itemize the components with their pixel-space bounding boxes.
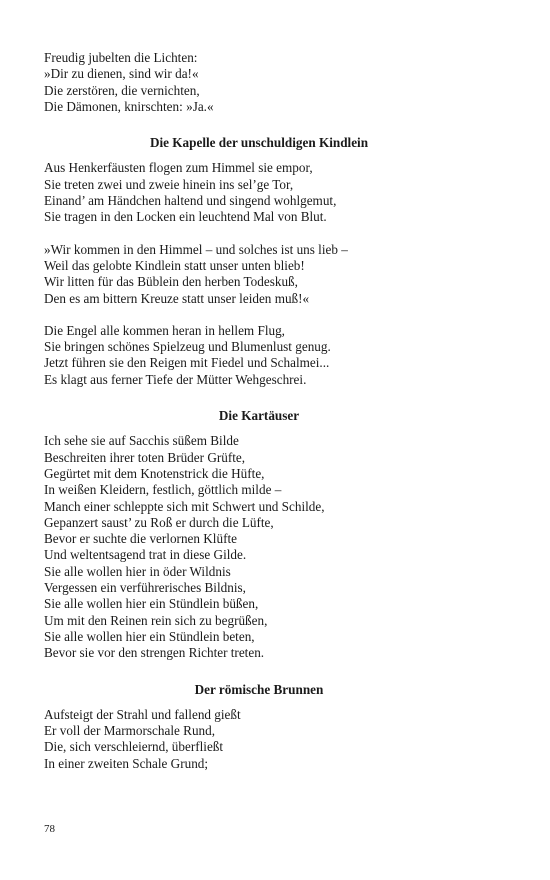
page-number: 78 [44,823,55,835]
section-spacer [44,115,514,135]
verse-line: Aus Henkerfäusten flogen zum Himmel sie empor, [44,160,313,176]
verse-line: Aufsteigt der Strahl und fallend gießt [44,706,241,722]
verse-line: Und weltentsagend trat in diese Gilde. [44,547,247,563]
verse-line: Freudig jubelten die Lichten: [44,50,198,65]
stanza [44,160,514,225]
verse-line: Sie alle wollen hier ein Stündlein büßen, [44,596,259,612]
title-spacer [44,424,514,433]
title-spacer [44,698,514,707]
verse-line: »Wir kommen in den Himmel – und solches ist uns lieb – [44,241,348,257]
verse-line: Gepanzert saust’ zu Roß er durch die Lüfte, [44,514,274,530]
stanza-spacer [44,307,514,323]
verse-line: Jetzt führen sie den Reigen mit Fiedel und Schalmei... [44,355,330,371]
verse-line: Bevor er suchte die verlornen Klüfte [44,531,237,547]
stanza-spacer [44,226,514,242]
verse-line: Bevor sie vor den strengen Richter treten. [44,645,265,661]
stanza [44,433,514,661]
stanza [44,50,514,115]
stanza [44,707,514,772]
title-spacer [44,151,514,160]
stanza [44,242,514,307]
verse-line: Es klagt aus ferner Tiefe der Mütter Wehgeschrei. [44,371,307,387]
verse-line: Er voll der Marmorschale Rund, [44,723,216,739]
section-spacer [44,388,514,408]
section-spacer [44,662,514,682]
verse-line: Ich sehe sie auf Sacchis süßem Bilde [44,433,239,449]
verse-line: Die Dämonen, knirschten: »Ja.« [44,98,214,114]
poem-title: Die Kartäuser [218,408,300,424]
verse-line: Die, sich verschleiernd, überfließt [44,739,224,755]
verse-line: Die zerstören, die vernichten, [44,82,200,98]
verse-line: »Dir zu dienen, sind wir da!« [44,66,199,82]
verse-line: Vergessen ein verführerisches Bildnis, [44,580,246,596]
verse-line: Die Engel alle kommen heran in hellem Flug, [44,322,285,338]
verse-line: Einand’ am Händchen haltend und singend wohlgemut, [44,193,337,209]
verse-line: In einer zweiten Schale Grund; [44,755,209,771]
verse-line: Um mit den Reinen rein sich zu begrüßen, [44,612,268,628]
verse-line: Sie bringen schönes Spielzeug und Blumenlust genug. [44,339,331,355]
verse-line: In weißen Kleidern, festlich, göttlich milde – [44,482,282,498]
verse-line: Sie treten zwei und zweie hinein ins sel’ge Tor, [44,176,294,192]
poem-page [44,50,514,772]
stanza [44,323,514,388]
verse-line: Sie tragen in den Locken ein leuchtend Mal von Blut. [44,209,327,225]
poem-title: Der römische Brunnen [194,681,324,697]
poem-title: Die Kapelle der unschuldigen Kindlein [149,135,369,151]
verse-line: Sie alle wollen hier ein Stündlein beten, [44,628,255,644]
verse-line: Sie alle wollen hier in öder Wildnis [44,563,231,579]
verse-line: Wir litten für das Büblein den herben Todeskuß, [44,274,298,290]
verse-line: Gegürtet mit dem Knotenstrick die Hüfte, [44,465,265,481]
verse-line: Manch einer schleppte sich mit Schwert und Schilde, [44,498,325,514]
verse-line: Weil das gelobte Kindlein statt unser unten blieb! [44,257,305,273]
verse-line: Beschreiten ihrer toten Brüder Grüfte, [44,449,246,465]
verse-line: Den es am bittern Kreuze statt unser leiden muß!« [44,290,310,306]
